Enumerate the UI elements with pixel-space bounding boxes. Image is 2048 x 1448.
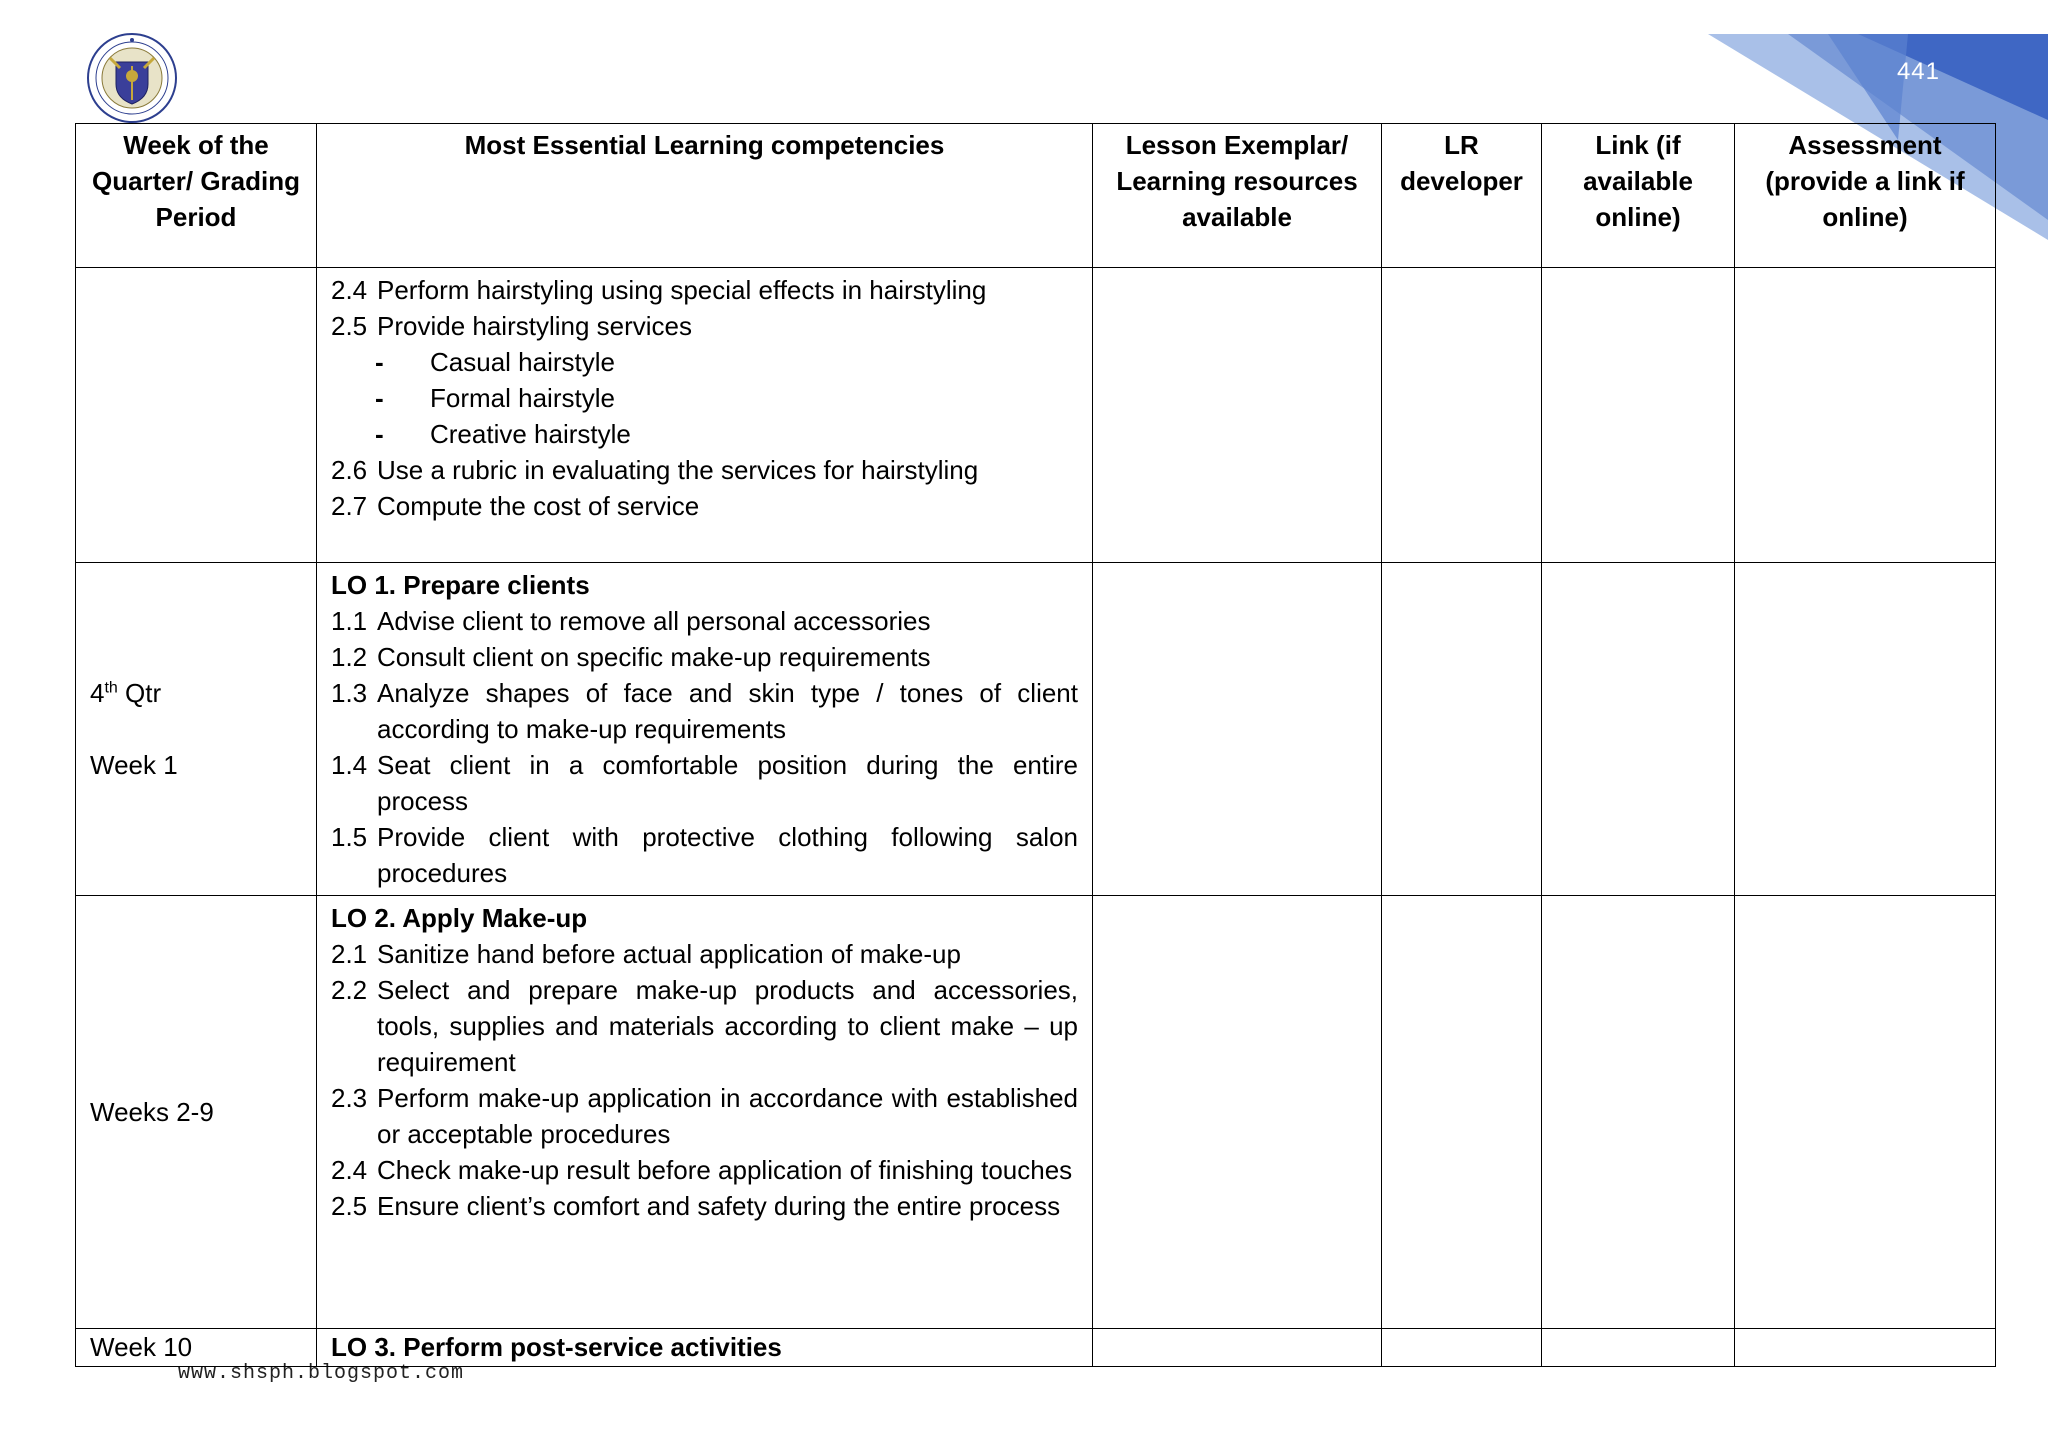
header-assessment: Assessment (provide a link if online): [1735, 124, 1996, 268]
list-item: 2.3 Perform make-up application in accordance with established or acceptable procedures: [331, 1083, 1078, 1149]
assessment-cell: [1735, 268, 1996, 563]
list-item: 2.4 Check make-up result before application of finishing touches: [331, 1155, 1073, 1185]
list-item: 1.1 Advise client to remove all personal accessories: [331, 606, 931, 636]
link-cell: [1542, 1329, 1735, 1367]
list-item: 1.5 Provide client with protective clothing following salon procedures: [331, 822, 1078, 888]
link-cell: [1542, 896, 1735, 1329]
list-item: 2.6 Use a rubric in evaluating the services for hairstyling: [331, 455, 979, 485]
link-cell: [1542, 563, 1735, 896]
bullet-item: - Formal hairstyle: [375, 383, 615, 413]
list-item: 2.7 Compute the cost of service: [331, 491, 700, 521]
header-week: Week of the Quarter/ Grading Period: [76, 124, 317, 268]
lr-developer-cell: [1382, 268, 1542, 563]
table-row: [76, 268, 1996, 563]
quarter-label: 4th Qtr: [90, 678, 162, 708]
lesson-exemplar-cell: [1093, 563, 1382, 896]
competencies-cell: [317, 563, 1093, 896]
competencies-cell: [317, 268, 1093, 563]
table-row: [76, 896, 1996, 1329]
assessment-cell: [1735, 563, 1996, 896]
list-item: 1.2 Consult client on specific make-up requirements: [331, 642, 931, 672]
assessment-cell: [1735, 1329, 1996, 1367]
lr-developer-cell: [1382, 896, 1542, 1329]
competencies-cell: [317, 1329, 1093, 1367]
page-number: 441: [1896, 58, 1940, 85]
header-competencies: Most Essential Learning competencies: [317, 124, 1093, 268]
lesson-exemplar-cell: [1093, 1329, 1382, 1367]
table-row: [76, 1329, 1996, 1367]
header-lesson-exemplar: Lesson Exemplar/ Learning resources available: [1093, 124, 1382, 268]
week-cell: Week 10: [76, 1329, 317, 1367]
list-item: 1.4 Seat client in a comfortable position during the entire process: [331, 750, 1078, 816]
assessment-cell: [1735, 896, 1996, 1329]
list-item: 2.4 Perform hairstyling using special effects in hairstyling: [331, 275, 987, 305]
table-header-row: [76, 124, 1996, 268]
header-lr-developer: LR developer: [1382, 124, 1542, 268]
curriculum-table: [75, 123, 1996, 1367]
lo-title: LO 2. Apply Make-up: [331, 903, 588, 933]
lr-developer-cell: [1382, 1329, 1542, 1367]
header-link: Link (if available online): [1542, 124, 1735, 268]
link-cell: [1542, 268, 1735, 563]
list-item: 2.1 Sanitize hand before actual application of make-up: [331, 939, 961, 969]
lesson-exemplar-cell: [1093, 896, 1382, 1329]
bullet-item: - Casual hairstyle: [375, 347, 615, 377]
footer-url: www.shsph.blogspot.com: [178, 1362, 465, 1385]
table-row: [76, 563, 1996, 896]
lr-developer-cell: [1382, 563, 1542, 896]
week-cell: [76, 563, 317, 896]
week-cell: Weeks 2-9: [76, 896, 317, 1329]
list-item: 2.5 Provide hairstyling services: [331, 311, 693, 341]
week-label: Week 1: [90, 750, 178, 780]
list-item: 2.5 Ensure client’s comfort and safety during the entire process: [331, 1191, 1061, 1221]
week-cell: [76, 268, 317, 563]
lo-title: LO 3. Perform post-service activities: [331, 1332, 782, 1362]
competencies-cell: [317, 896, 1093, 1329]
lo-title: LO 1. Prepare clients: [331, 570, 590, 600]
list-item: 1.3 Analyze shapes of face and skin type / tones of client according to make-up requirements: [331, 678, 1078, 744]
bullet-item: - Creative hairstyle: [375, 419, 631, 449]
list-item: 2.2 Select and prepare make-up products and accessories, tools, supplies and materials according to client make – up requirement: [331, 975, 1078, 1077]
lesson-exemplar-cell: [1093, 268, 1382, 563]
deped-seal-logo: [86, 32, 178, 124]
